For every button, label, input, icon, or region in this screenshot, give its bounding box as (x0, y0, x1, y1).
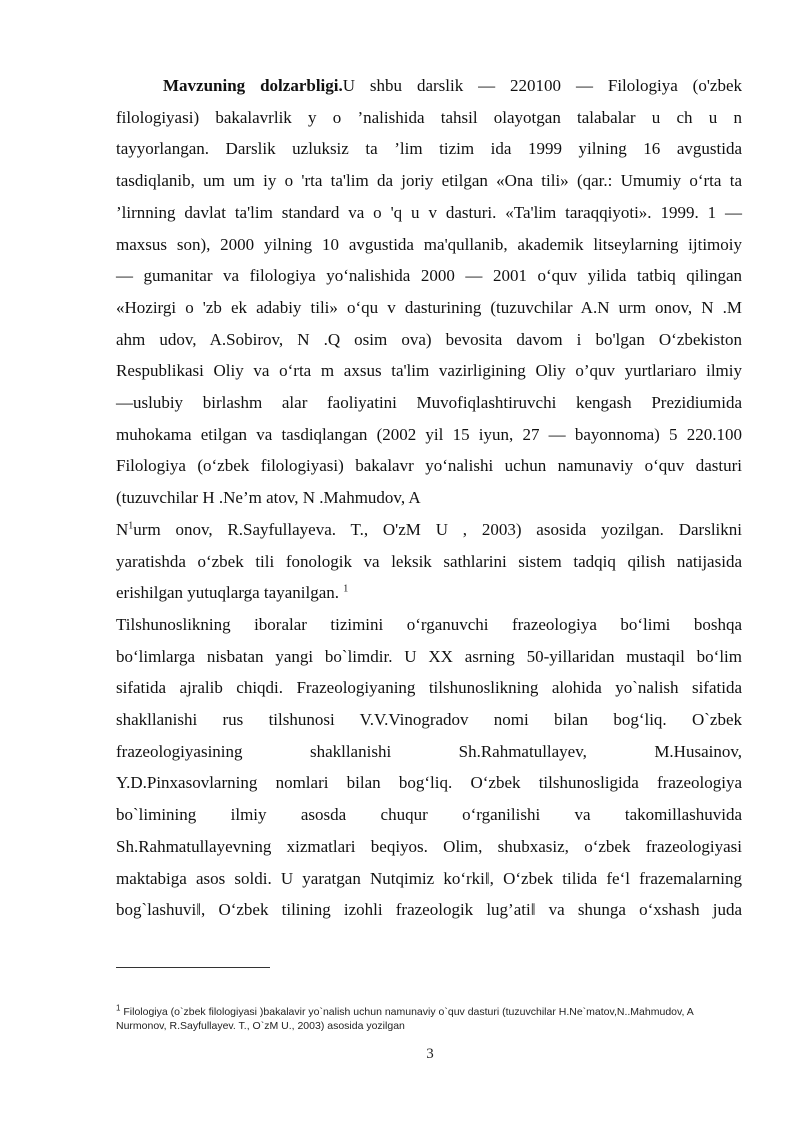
text-line: Respublikasi Oliy va o‘rta m axsus ta'lim vazirligining Oliy o’quv yurtlariaro ilmiy (116, 361, 742, 381)
paragraph-relevance (116, 70, 742, 514)
text-line: shakllanishi rus tilshunosi V.V.Vinogradov nomi bilan bog‘liq. O`zbek (116, 710, 742, 730)
text-line: Y.D.Pinxasovlarning nomlari bilan bog‘liq. O‘zbek tilshunosligida frazeologiya (116, 773, 742, 793)
page-number: 3 (426, 1046, 434, 1062)
footnote-separator (116, 967, 270, 968)
text-line: tasdiqlanib, um um iy o 'rta ta'lim da joriy etilgan «Ona tili» (qar.: Umumiy o‘rta ta (116, 171, 742, 191)
footnote-reference[interactable]: 1 (343, 583, 349, 595)
text-line: ahm udov, A.Sobirov, N .Q osim ova) bevosita davom i bo'lgan O‘zbekiston (116, 329, 742, 349)
text-line: Tilshunoslikning iboralar tizimini o‘rganuvchi frazeologiya bo‘limi boshqa (116, 614, 742, 634)
text-line: maxsus son), 2000 yilning 10 avgustida ma'qullanib, akademik litseylarning ijtimoiy (116, 234, 742, 254)
footnote-text: Filologiya (o`zbek filologiyasi )bakalavir yo`nalish uchun namunaviy o`quv dasturi (tuzuvchilar H.Ne`matov,N..Mahmudov, A Nurmonov, R.Sayfullayev. T., O`zM U., 2003) asosida yozilgan (116, 1006, 694, 1032)
text-line: maktabiga asos soldi. U yaratgan Nutqimiz ko‘rki‖, O‘zbek tilida fe‘l frazemalarning (116, 868, 742, 888)
paragraph-phraseology (116, 609, 742, 926)
text-line: bo`limining ilmiy asosda chuqur o‘rganilishi va takomillashuvida (116, 805, 742, 825)
text-line: «Hozirgi o 'zb ek adabiy tili» o‘qu v dasturining (tuzuvchilar A.N urm onov, N .M (116, 297, 742, 317)
text-line: ’lirnning davlat ta'lim standard va o 'q u v dasturi. «Ta'lim taraqqiyoti». 1999. 1 — (116, 202, 742, 222)
superscript-mark: 1 (128, 520, 134, 532)
footnote (116, 1005, 742, 1033)
text-line: frazeologiyasining shakllanishi Sh.Rahmatullayev, M.Husainov, (116, 741, 742, 761)
text-line: Filologiya (o‘zbek filologiyasi) bakalavr yo‘nalishi uchun namunaviy o‘quv dasturi (116, 456, 742, 476)
section-heading: Mavzuning dolzarbligi. (163, 76, 343, 95)
text-line: (tuzuvchilar H .Ne’m atov, N .Mahmudov, A (116, 488, 421, 508)
text-line: erishilgan yutuqlarga tayanilgan. $^1$ (116, 583, 349, 603)
text-line: tayyorlangan. Darslik uzluksiz ta ’lim tizim ida 1999 yilning 16 avgustida (116, 139, 742, 159)
text-line: $N^1urm$ onov, R.Sayfullayeva. T., O'zM U , 2003) asosida yozilgan. Darslikni (116, 519, 742, 539)
text-line: muhokama etilgan va tasdiqlangan (2002 yil 15 iyun, 27 — bayonnoma) 5 220.100 (116, 424, 742, 444)
text-line: filologiyasi) bakalavrlik y o ’nalishida tahsil olayotgan talabalar u ch u n (116, 107, 742, 127)
text-line: — gumanitar va filologiya yo‘nalishida 2000 — 2001 o‘quv yilida tatbiq qilingan (116, 266, 742, 286)
text-line: bog`lashuvi‖, O‘zbek tilining izohli frazeologik lug’ati‖ va shunga o‘xshash juda (116, 900, 742, 920)
text-line: yaratishda o‘zbek tili fonologik va leksik sathlarini sistem tadqiq qilish natijasida (116, 551, 742, 571)
body-text (116, 70, 742, 926)
text-line: sifatida ajralib chiqdi. Frazeologiyaning tilshunoslikning alohida yo`nalish sifatida (116, 678, 742, 698)
footnote-marker: 1 (116, 1003, 121, 1013)
text-line: bo‘limlarga nisbatan yangi bo`limdir. U XX asrning 50-yillaridan mustaqil bo‘lim (116, 646, 742, 666)
text-line: —uslubiy birlashm alar faoliyatini Muvofiqlashtiruvchi kengash Prezidiumida (116, 393, 742, 413)
paragraph-curriculum (116, 514, 742, 609)
text-line: Mavzuning dolzarbligi.U shbu darslik — 220100 — Filologiya (o'zbek (163, 76, 742, 95)
text-line: Sh.Rahmatullayevning xizmatlari beqiyos. Olim, shubxasiz, o‘zbek frazeologiyasi (116, 836, 742, 856)
